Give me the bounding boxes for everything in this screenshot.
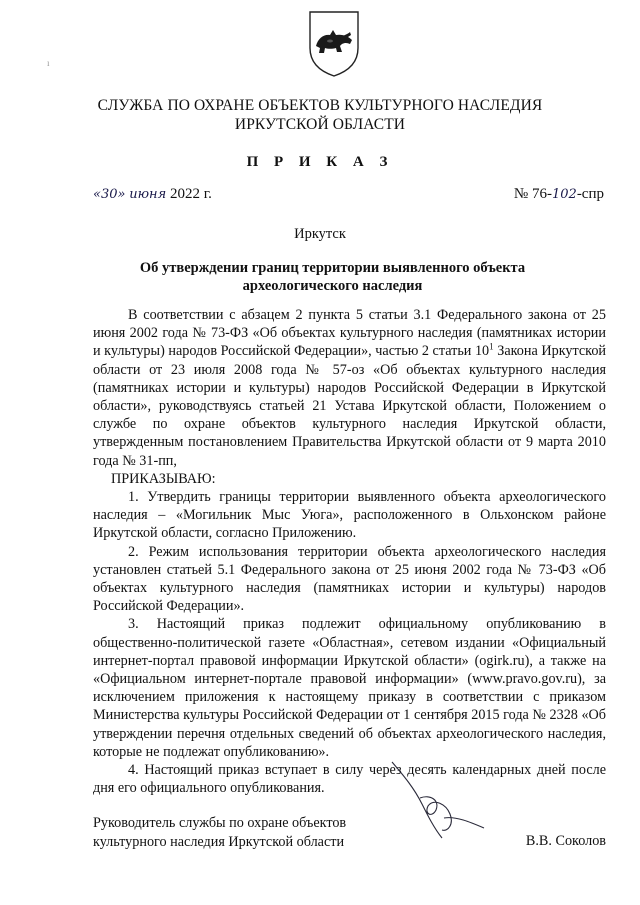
order-word: ПРИКАЗЫВАЮ: — [111, 470, 216, 487]
signer-position-line: культурного наследия Иркутской области — [93, 833, 345, 850]
signer-position — [93, 814, 346, 851]
order-body — [93, 306, 606, 797]
item-3: 3. Настоящий приказ подлежит официальному опубликованию в общественно-политической газете «Областная», сетевом издании «Официальный интернет-портал правовой информации Иркутской области» (ogirk.ru), а также на «Официальном интернет-портале правовой информации» (www.pravo.gov.ru), за исключением приложения к настоящему приказу в соответствии с приказом Министерства культуры Российской Федерации от 1 сентября 2015 года № 2328 «Об утверждении перечня отдельных сведений об объектах археологического наследия, которые не подлежат опубликованию». — [93, 616, 606, 760]
item-2: 2. Режим использования территории объекта археологического наследия установлен статьей 5.1 Федерального закона от 25 июня 2002 года № 73-ФЗ «Об объектах культурного наследия (памятниках истории и культуры) народов Российской Федерации». — [93, 543, 606, 615]
margin-mark: ı — [47, 58, 50, 68]
organization-line: ИРКУТСКОЙ ОБЛАСТИ — [234, 116, 406, 133]
handwritten-signature — [384, 758, 494, 848]
date-month: июня — [129, 187, 167, 202]
city: Иркутск — [294, 226, 346, 242]
document-date — [93, 186, 212, 203]
signer-name: В.В. Соколов — [525, 833, 606, 849]
preamble-text: В соответствии с абзацем 2 пункта 5 статьи 3.1 Федерального закона от 25 июня 2002 года № 73-ФЗ «Об объектах культурного наследия (памятниках истории и культуры) народов Российской Федерации», частью 2 статьи 10 — [93, 307, 606, 360]
preamble-superscript: 1 — [489, 341, 494, 352]
organization-name — [60, 96, 580, 134]
item-1: 1. Утвердить границы территории выявленного объекта археологического наследия – «Могильник Мыс Уюга», расположенного в Ольхонском районе Иркутской области, согласно Приложению. — [93, 489, 606, 542]
preamble-paragraph — [93, 306, 606, 470]
document-type-title: П Р И К А З — [246, 154, 394, 170]
subject-line: археологического наследия — [242, 278, 423, 294]
preamble-text-cont: Закона Иркутской области от 23 июля 2008 года № 57-оз «Об объектах культурного наследия (памятниках истории и культуры) народов Российской Федерации в Иркутской области», руководствуясь статьей 21 Устава Иркутской области, Положением о службе по охране объектов культурного наследия Иркутской области, утвержденным постановлением Правительства Иркутской области от 9 марта 2010 года № 31-пп, — [93, 343, 607, 469]
number-handwritten: 102 — [551, 187, 577, 202]
number-prefix: № 76- — [513, 186, 552, 202]
coat-of-arms-emblem — [306, 8, 362, 78]
date-day: «30» — [93, 187, 126, 202]
item-4: 4. Настоящий приказ вступает в силу через десять календарных дней после дня его официального опубликования. — [93, 762, 606, 797]
date-year: 2022 г. — [169, 186, 212, 202]
document-number — [514, 186, 604, 203]
order-subject — [120, 259, 545, 295]
number-suffix: -спр — [576, 186, 604, 202]
subject-line: Об утверждении границ территории выявленного объекта — [139, 260, 526, 276]
signer-position-line: Руководитель службы по охране объектов — [93, 815, 347, 831]
organization-line: СЛУЖБА ПО ОХРАНЕ ОБЪЕКТОВ КУЛЬТУРНОГО НАСЛЕДИЯ — [97, 97, 543, 114]
